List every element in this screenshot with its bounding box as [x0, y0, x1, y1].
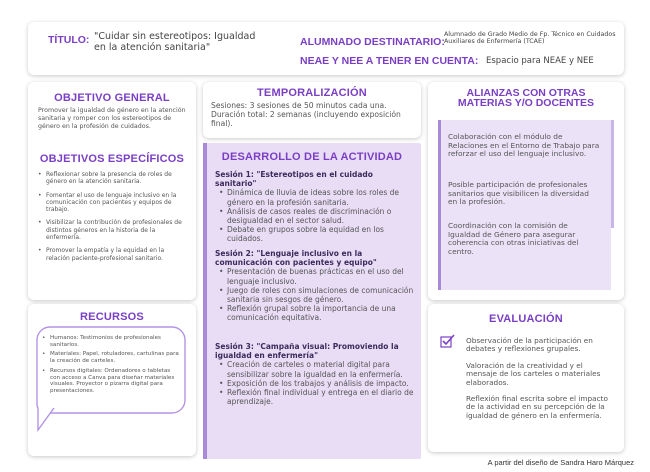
session-title: Sesión 1: "Estereotipos en el cuidado sanitario": [215, 170, 373, 189]
accent-stripe: [203, 143, 207, 459]
recursos-title: RECURSOS: [80, 311, 144, 323]
temporalizacion-title: TEMPORALIZACIÓN: [257, 87, 367, 99]
session-list: [215, 360, 415, 406]
alianzas-paragraph-2: Posible participación de profesionales sanitarios que visibilicen la diversidad en la profesión.: [448, 180, 589, 207]
objetivos-card: [28, 82, 196, 300]
list-item: • Dinámica de lluvia de ideas sobre los roles de género en la profesión sanitaria.: [219, 188, 415, 206]
list-item: • Reflexión final individual y entrega en el diario de aprendizaje.: [219, 388, 415, 406]
list-item: • Materiales: Papel, rotuladores, cartulinas para la creación de carteles.: [42, 351, 180, 364]
bubble-tail-icon: [36, 408, 60, 432]
alianzas-title: ALIANZAS CON OTRAS MATERIAS Y/O DOCENTES: [457, 87, 595, 109]
titulo-value: "Cuidar sin estereotipos: Igualdad en la atención sanitaria": [94, 31, 256, 53]
list-item: • Humanos: Testimonios de profesionales sanitarios.: [42, 335, 180, 348]
list-item: • Creación de carteles o material digital para sensibilizar sobre la igualdad en la enfermería.: [219, 360, 415, 378]
header-card: [28, 22, 624, 75]
list-item: Observación de la participación en debates y reflexiones grupales.: [466, 336, 593, 354]
recursos-card: [28, 304, 196, 456]
session-2: [215, 249, 415, 323]
footer-credit: A partir del diseño de Sandra Haro Márquez: [487, 458, 634, 467]
neae-label: NEAE Y NEE A TENER EN CUENTA:: [300, 55, 479, 67]
session-title: Sesión 3: "Campaña visual: Promoviendo la igualdad en enfermería": [215, 342, 399, 361]
list-item: • Visibilizar la contribución de profesionales de distintos géneros en la historia de la enfermería.: [38, 219, 188, 241]
list-item: • Análisis de casos reales de discriminación o desigualdad en el sector salud.: [219, 207, 415, 225]
neae-value: Espacio para NEAE y NEE: [486, 56, 594, 66]
list-item: • Exposición de los trabajos y análisis de impacto.: [219, 379, 415, 388]
objetivo-general-title: OBJETIVO GENERAL: [54, 92, 170, 104]
desarrollo-panel: [203, 143, 421, 459]
alumnado-label: ALUMNADO DESTINATARIO:: [300, 36, 445, 48]
alianzas-card: [428, 82, 624, 300]
temporalizacion-line1: Sesiones: 3 sesiones de 50 minutos cada una.: [211, 101, 387, 110]
temporalizacion-card: [203, 82, 421, 138]
titulo-label: TÍTULO:: [48, 34, 90, 46]
alianzas-box: [438, 120, 611, 290]
desarrollo-title: DESARROLLO DE LA ACTIVIDAD: [221, 151, 403, 163]
list-item: • Fomentar el uso de lenguaje inclusivo en la comunicación con pacientes y equipos de trabajo.: [38, 192, 188, 214]
objetivo-general-text: Promover la igualdad de género en la atención sanitaria y romper con los estereotipos de género en la profesión de cuidados.: [38, 107, 186, 130]
evaluacion-list: [466, 337, 616, 420]
recursos-list: [42, 335, 180, 395]
session-title: Sesión 2: "Lenguaje inclusivo en la comunicación con pacientes y equipo": [215, 249, 377, 268]
list-item: Reflexión final escrita sobre el impacto de la actividad en su percepción de la igualdad de género en la enfermería.: [466, 394, 608, 420]
session-list: [215, 267, 415, 322]
accent-stripe: [438, 120, 441, 290]
session-list: [215, 188, 415, 243]
list-item: • Presentación de buenas prácticas en el uso del lenguaje inclusivo.: [219, 267, 415, 285]
list-item: • Debate en grupos sobre la equidad en los cuidados.: [219, 225, 415, 243]
check-icon: [440, 334, 456, 348]
temporalizacion-line2: Duración total: 2 semanas (incluyendo exposición final).: [211, 110, 401, 128]
accent-bar: [611, 120, 614, 228]
session-1: [215, 170, 415, 244]
evaluacion-card: [428, 304, 624, 452]
list-item: • Reflexionar sobre la presencia de roles de género en la atención sanitaria.: [38, 171, 188, 186]
objetivos-especificos-list: [38, 171, 188, 262]
list-item: • Reflexión grupal sobre la importancia de una comunicación equitativa.: [219, 304, 415, 322]
list-item: • Promover la empatía y la equidad en la relación paciente-profesional sanitario.: [38, 247, 188, 262]
evaluacion-title: EVALUACIÓN: [489, 313, 563, 325]
list-item: • Juego de roles con simulaciones de comunicación sanitaria sin sesgos de género.: [219, 286, 415, 304]
objetivos-especificos-title: OBJETIVOS ESPECÍFICOS: [39, 153, 185, 165]
list-item: Valoración de la creatividad y el mensaje de los carteles o materiales elaborados.: [466, 360, 601, 387]
list-item: • Recursos digitales: Ordenadores o tabletas con acceso a Canva para diseñar materiales visuales. Proyector o pizarra digital para presentaciones.: [42, 368, 180, 395]
alianzas-paragraph-3: Coordinación con la comisión de Igualdad de Género para asegurar coherencia con otras iniciativas del centro.: [448, 221, 579, 257]
alumnado-value: Alumnado de Grado Medio de Fp. Técnico en Cuidados Auxiliares de Enfermería (TCAE): [444, 31, 616, 46]
session-3: [215, 342, 415, 406]
alianzas-paragraph-1: Colaboración con el módulo de Relaciones en el Entorno de Trabajo para reforzar el uso del lenguaje inclusivo.: [448, 132, 600, 159]
